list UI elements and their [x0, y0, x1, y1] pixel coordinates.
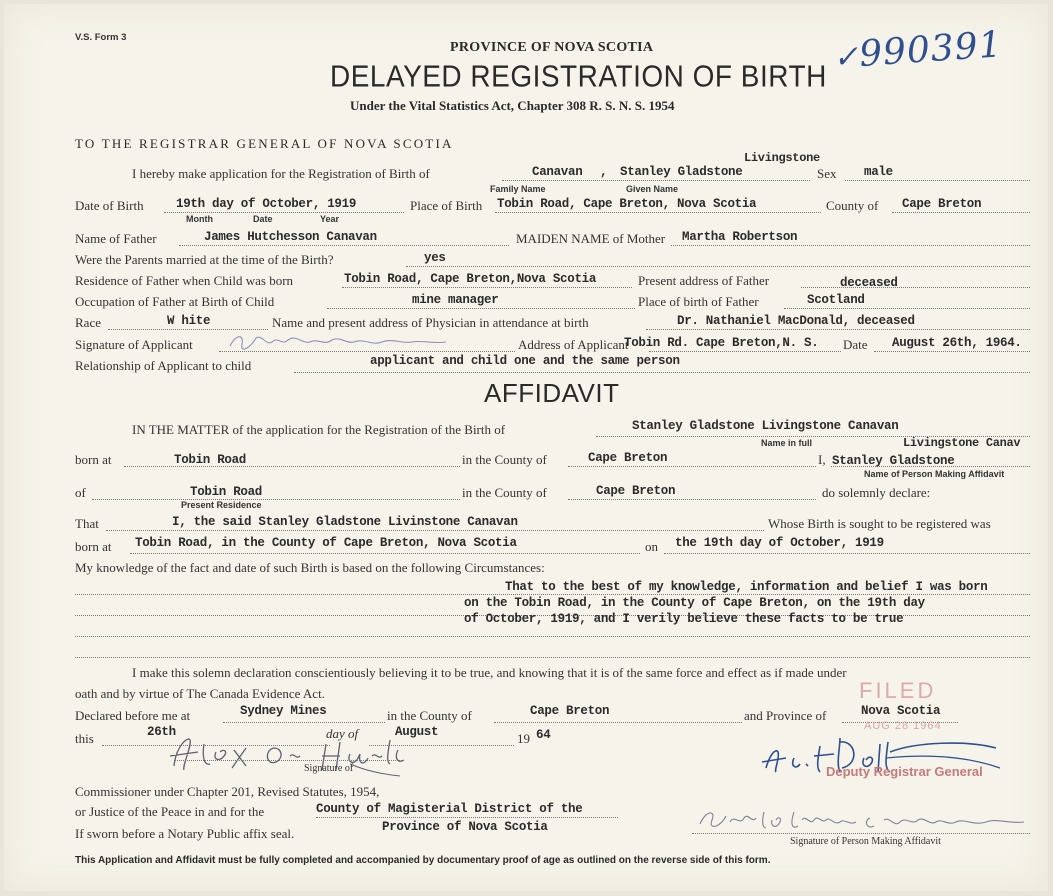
- given-names-extra: Livingstone: [744, 151, 820, 165]
- matter-label: IN THE MATTER of the application for the Registration of the Birth of: [132, 422, 506, 437]
- declaration-line-1: I make this solemn declaration conscientiously believing it to be true, and knowing that it is of the same force and effect as if made under: [132, 665, 847, 680]
- declared-province-label: and Province of: [744, 708, 827, 723]
- pob-label: Place of Birth: [410, 198, 483, 213]
- born-at-label: born at: [75, 452, 112, 467]
- present-address-label: Present address of Father: [638, 273, 770, 288]
- relationship-label: Relationship of Applicant to child: [75, 358, 252, 373]
- residence-value: Tobin Road, Cape Breton,Nova Scotia: [344, 272, 597, 286]
- given-names: Stanley Gladstone: [620, 165, 743, 179]
- occupation-value: mine manager: [412, 293, 499, 307]
- applicant-signature-mark: [226, 330, 456, 354]
- of-label: of: [75, 485, 86, 500]
- physician-value: Dr. Nathaniel MacDonald, deceased: [677, 314, 915, 328]
- deputy-registrar-signature: [756, 728, 1006, 788]
- declared-county-label: in the County of: [387, 708, 472, 723]
- circumstance-line-1: That to the best of my knowledge, information and belief I was born: [505, 580, 988, 594]
- declaration-line-2: oath and by virtue of The Canada Evidence Act.: [75, 686, 325, 701]
- dob-label: Date of Birth: [75, 198, 144, 213]
- on-date-value: the 19th day of October, 1919: [675, 536, 884, 550]
- affiant-name-extra: Livingstone Canav: [903, 436, 1021, 450]
- applicant-address-label: Address of Applicant: [518, 337, 629, 352]
- occupation-label: Occupation of Father at Birth of Child: [75, 294, 275, 309]
- form-number: V.S. Form 3: [75, 32, 127, 43]
- declared-label: Declared before me at: [75, 708, 191, 723]
- declare-label: do solemnly declare:: [822, 485, 931, 500]
- commissioner-line-2: or Justice of the Peace in and for the: [75, 804, 265, 819]
- affiant-signature-caption: Signature of Person Making Affidavit: [790, 836, 941, 847]
- commissioner-signature: [154, 726, 424, 782]
- date-value: August 26th, 1964.: [892, 336, 1022, 350]
- commissioner-line-1: Commissioner under Chapter 201, Revised Statutes, 1954,: [75, 784, 380, 799]
- applicant-address-value: Tobin Rd. Cape Breton,N. S.: [624, 336, 819, 350]
- declared-province-value: Nova Scotia: [861, 704, 941, 718]
- that-label: That: [75, 516, 99, 531]
- family-name: Canavan: [532, 165, 583, 179]
- month-value: August: [395, 725, 439, 739]
- sex-label: Sex: [817, 166, 837, 181]
- affiant-caption: Name of Person Making Affidavit: [864, 469, 1005, 479]
- name-full-caption: Name in full: [761, 438, 813, 448]
- circumstance-line-2: on the Tobin Road, in the County of Cape Breton, on the 19th day: [464, 596, 925, 610]
- married-label: Were the Parents married at the time of the Birth?: [75, 252, 334, 267]
- residence-label: Residence of Father when Child was born: [75, 273, 294, 288]
- on-label: on: [645, 539, 658, 554]
- day-value: 26th: [147, 725, 176, 739]
- aff-county-value-2: Cape Breton: [596, 484, 676, 498]
- pob-value: Tobin Road, Cape Breton, Nova Scotia: [497, 197, 757, 211]
- knowledge-label: My knowledge of the fact and date of such Birth is based on the following Circumstances:: [75, 560, 545, 575]
- county-value: Cape Breton: [902, 197, 982, 211]
- i-label: I,: [818, 452, 826, 467]
- relationship-value: applicant and child one and the same person: [370, 354, 680, 368]
- year-prefix: 19: [517, 731, 530, 746]
- declared-county-value: Cape Breton: [530, 704, 610, 718]
- given-name-caption: Given Name: [626, 184, 679, 194]
- comma-sep: ,: [600, 165, 608, 179]
- footer-note: This Application and Affidavit must be fully completed and accompanied by documentary proof of age as outlined on the reverse side of this form.: [75, 855, 771, 866]
- born-at-value: Tobin Road: [174, 453, 247, 467]
- father-name: James Hutchesson Canavan: [204, 230, 377, 244]
- married-value: yes: [424, 251, 446, 265]
- affidavit-heading: AFFIDAVIT: [484, 378, 620, 408]
- aff-county-value: Cape Breton: [588, 451, 668, 465]
- mother-label: MAIDEN NAME of Mother: [516, 231, 666, 246]
- present-address-value: deceased: [840, 276, 898, 290]
- deputy-registrar-caption: Deputy Registrar General: [826, 764, 983, 779]
- day-of-label: day of: [326, 726, 359, 741]
- born-at-2-label: born at: [75, 539, 112, 554]
- county-label: County of: [826, 198, 879, 213]
- registration-number-value: 990391: [857, 24, 1004, 76]
- aff-county-label-2: in the County of: [462, 485, 547, 500]
- residence-caption: Present Residence: [181, 500, 262, 510]
- commissioner-line-2-typed: County of Magisterial District of the: [316, 802, 583, 816]
- addressee-line: TO THE REGISTRAR GENERAL OF NOVA SCOTIA: [75, 136, 454, 151]
- father-birthplace-value: Scotland: [807, 293, 865, 307]
- father-label: Name of Father: [75, 231, 157, 246]
- commissioner-line-3-typed: Province of Nova Scotia: [382, 820, 548, 834]
- commissioner-line-3: If sworn before a Notary Public affix seal.: [75, 826, 295, 841]
- mother-name: Martha Robertson: [682, 230, 798, 244]
- physician-label: Name and present address of Physician in attendance at birth: [272, 315, 589, 330]
- document-subtitle: Under the Vital Statistics Act, Chapter 308 R. S. N. S. 1954: [350, 98, 675, 113]
- circumstance-line-3: of October, 1919, and I verily believe these facts to be true: [464, 612, 904, 626]
- year-caption: Year: [320, 214, 340, 224]
- birth-registration-form: [4, 4, 1048, 891]
- race-value: W hite: [167, 314, 211, 328]
- signature-caption: Signature of: [304, 763, 354, 774]
- race-label: Race: [75, 315, 101, 330]
- sex-value: male: [864, 165, 893, 179]
- month-caption: Month: [186, 214, 213, 224]
- document-title: DELAYED REGISTRATION OF BIRTH: [330, 59, 827, 94]
- filed-stamp: FILED: [859, 678, 937, 703]
- checkmark-icon: ✓: [832, 39, 861, 76]
- date-label: Date: [843, 337, 868, 352]
- registration-number: [832, 24, 1004, 77]
- applicant-signature-label: Signature of Applicant: [75, 337, 193, 352]
- matter-name: Stanley Gladstone Livingstone Canavan: [632, 419, 899, 433]
- family-name-caption: Family Name: [490, 184, 546, 194]
- affiant-name: Stanley Gladstone: [832, 454, 955, 468]
- that-text: I, the said Stanley Gladstone Livinstone Canavan: [172, 515, 518, 529]
- father-birthplace-label: Place of birth of Father: [638, 294, 759, 309]
- born-at-2-value: Tobin Road, in the County of Cape Breton, Nova Scotia: [135, 536, 517, 550]
- this-label: this: [75, 731, 94, 746]
- dob-value: 19th day of October, 1919: [176, 197, 357, 211]
- province-heading: PROVINCE OF NOVA SCOTIA: [450, 40, 654, 55]
- date-caption: Date: [253, 214, 273, 224]
- year-suffix: 64: [536, 728, 551, 742]
- intro-label: I hereby make application for the Registration of Birth of: [132, 166, 430, 181]
- declared-at-value: Sydney Mines: [240, 704, 327, 718]
- whose-birth-label: Whose Birth is sought to be registered was: [768, 516, 991, 531]
- stamp-date: AUG 28 1964: [864, 720, 942, 732]
- residence-value-aff: Tobin Road: [190, 485, 263, 499]
- aff-county-label: in the County of: [462, 452, 547, 467]
